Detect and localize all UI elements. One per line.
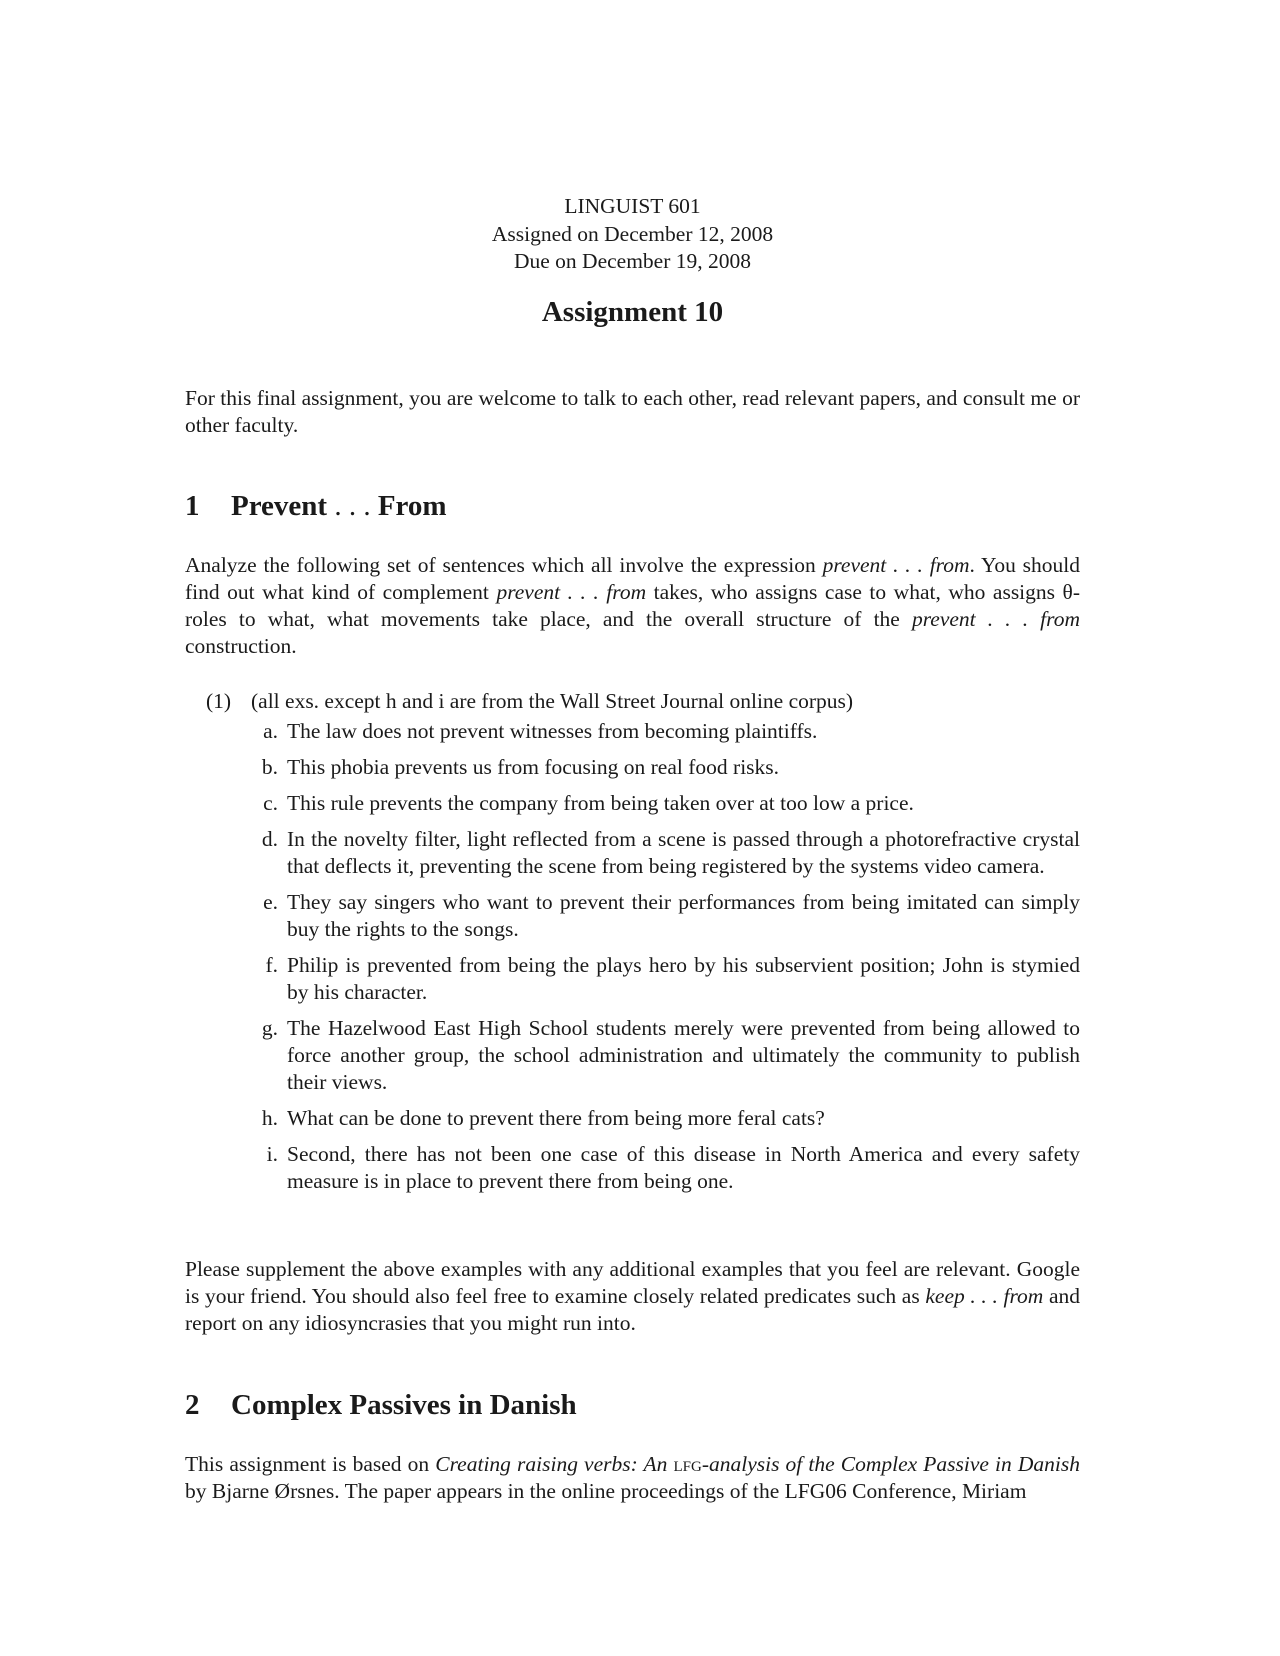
- emphasis-run: -analysis of the Complex Passive in Danish: [701, 1452, 1080, 1476]
- example-number: (1): [206, 689, 232, 713]
- section-1-title-b: From: [377, 490, 447, 522]
- emphasis-run: Creating raising verbs: An: [435, 1452, 674, 1476]
- example-text: The law does not prevent witnesses from becoming plaintiffs.: [287, 719, 818, 743]
- assignment-title: Assignment 10: [541, 296, 724, 328]
- example-block: [185, 688, 1080, 1204]
- example-item: [185, 1105, 1080, 1132]
- small-caps-run: lfg: [673, 1452, 702, 1476]
- example-item: [185, 790, 1080, 817]
- example-text: What can be done to prevent there from being more feral cats?: [287, 1106, 825, 1130]
- section-1-heading: [185, 488, 447, 524]
- example-text: Second, there has not been one case of this disease in North America and every safety measure is in place to prevent there from being one.: [287, 1142, 1080, 1193]
- text-run: This assignment is based on: [185, 1452, 436, 1476]
- example-text: They say singers who want to prevent their performances from being imitated can simply buy the rights to the songs.: [287, 890, 1080, 941]
- emphasis-run: keep . . . from: [925, 1284, 1044, 1308]
- section-1-closing-paragraph: [185, 1256, 1080, 1337]
- example-item: [185, 1141, 1080, 1195]
- text-run: Analyze the following set of sentences which all involve the expression: [185, 553, 823, 577]
- example-letter: d.: [261, 827, 278, 851]
- example-lead-text: (all exs. except h and i are from the Wall Street Journal online corpus): [251, 689, 854, 713]
- intro-paragraph: For this final assignment, you are welcome to talk to each other, read relevant papers, and consult me or other faculty.: [185, 386, 1080, 437]
- text-run: by Bjarne Ørsnes. The paper appears in the online proceedings of the LFG06 Conference, Miriam: [185, 1479, 1027, 1503]
- example-letter: b.: [261, 755, 278, 779]
- section-1-title-dots: . . .: [327, 490, 378, 522]
- section-2-number: 2: [185, 1389, 200, 1421]
- emphasis-run: prevent . . . from: [822, 553, 970, 577]
- text-run: and report on any idiosyncrasies that you might run into.: [185, 1284, 1081, 1335]
- section-2-paragraph: [185, 1451, 1080, 1505]
- emphasis-run: prevent . . . from: [911, 607, 1081, 631]
- example-text: This rule prevents the company from being taken over at too low a price.: [287, 791, 914, 815]
- example-item: [185, 952, 1080, 1006]
- example-letter: f.: [265, 953, 278, 977]
- example-item: [185, 754, 1080, 781]
- example-letter: e.: [263, 890, 278, 914]
- example-lead: [185, 688, 1080, 718]
- example-item: [185, 826, 1080, 880]
- assigned-date: Assigned on December 12, 2008: [491, 221, 774, 246]
- example-text: The Hazelwood East High School students merely were prevented from being allowed to force another group, the school administration and ultimately the community to publish their views.: [287, 1016, 1080, 1094]
- example-text: Philip is prevented from being the plays hero by his subservient position; John is stymied by his character.: [287, 953, 1080, 1004]
- due-date: Due on December 19, 2008: [513, 249, 752, 273]
- example-letter: a.: [263, 719, 278, 743]
- section-1-title-a: Prevent: [231, 490, 328, 522]
- text-run: takes, who assigns case to what, who assigns θ-roles to what, what movements take place, and the overall structure of the: [185, 580, 1081, 631]
- example-item: [185, 718, 1080, 745]
- text-run: Please supplement the above examples with any additional examples that you feel are relevant. Google is your friend. You should also feel free to examine closely related predicates such as: [185, 1257, 1080, 1308]
- example-item: [185, 889, 1080, 943]
- example-item: [185, 1015, 1080, 1096]
- text-run: . You should find out what kind of complement: [185, 553, 1080, 604]
- example-letter: c.: [263, 791, 278, 815]
- section-1-paragraph: [185, 552, 1080, 660]
- example-text: This phobia prevents us from focusing on real food risks.: [287, 755, 780, 779]
- section-1-number: 1: [185, 490, 200, 522]
- example-list: [185, 718, 1080, 1195]
- emphasis-run: prevent . . . from: [496, 580, 647, 604]
- course-name: LINGUIST 601: [564, 194, 701, 218]
- example-letter: h.: [261, 1106, 278, 1130]
- example-letter: g.: [261, 1016, 278, 1040]
- example-letter: i.: [266, 1142, 278, 1166]
- section-2-heading: [185, 1387, 577, 1423]
- document-header: [185, 193, 1080, 276]
- example-text: In the novelty filter, light reflected from a scene is passed through a photorefractive crystal that deflects it, preventing the scene from being registered by the systems video camera.: [287, 827, 1080, 878]
- section-2-title: Complex Passives in Danish: [231, 1389, 577, 1421]
- text-run: construction.: [185, 634, 297, 658]
